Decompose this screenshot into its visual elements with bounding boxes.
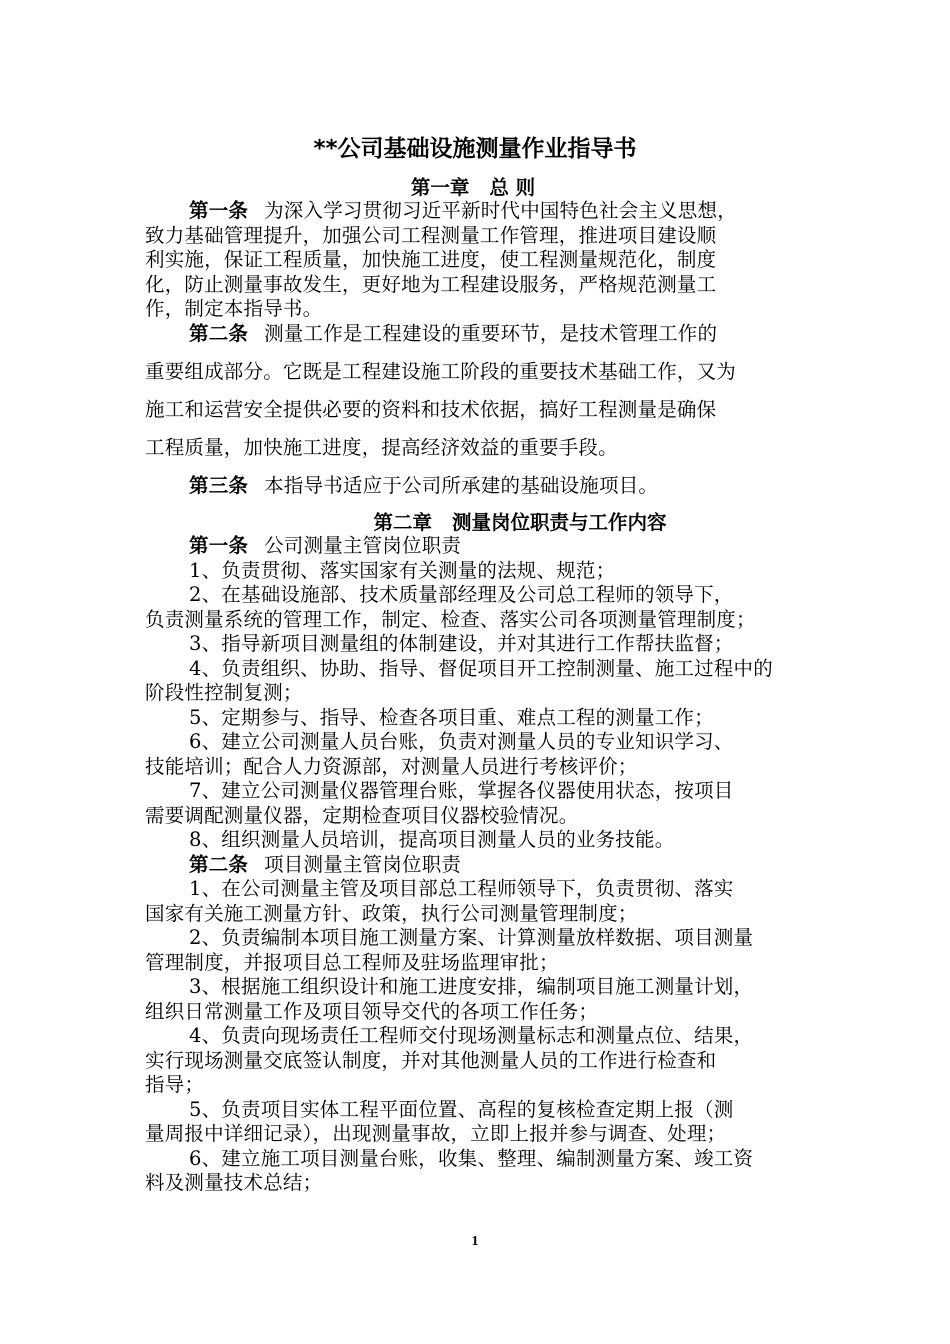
list-item: 4、负责组织、协助、指导、督促项目开工控制测量、施工过程中的 — [189, 656, 773, 680]
paragraph-line: 利实施，保证工程质量，加快施工进度，使工程测量规范化，制度 — [145, 248, 717, 271]
list-item-continued: 指导； — [145, 1073, 205, 1096]
article-heading: 第二条 项目测量主管岗位职责 — [189, 852, 462, 876]
article-heading: 第一条 公司测量主管岗位职责 — [189, 534, 462, 557]
chapter-1-article-1 — [145, 199, 810, 322]
chapter-1-title: 总 则 — [489, 176, 536, 199]
paragraph-line: 工程质量，加快施工进度，提高经济效益的重要手段。 — [145, 436, 618, 459]
article-label: 第二条 — [189, 322, 249, 345]
list-item: 1、负责贯彻、落实国家有关测量的法规、规范； — [189, 558, 616, 582]
list-item-continued: 实行现场测量交底签认制度，并对其他测量人员的工作进行检查和 — [145, 1048, 717, 1072]
list-item: 1、在公司测量主管及项目部总工程师领导下，负责贯彻、落实 — [189, 877, 734, 900]
list-item: 6、建立公司测量人员台账，负责对测量人员的专业知识学习、 — [189, 730, 734, 753]
list-item: 7、建立公司测量仪器管理台账，掌握各仪器使用状态，按项目 — [189, 779, 734, 802]
chapter-2-body — [145, 534, 810, 1196]
paragraph-line: 致力基础管理提升，加强公司工程测量工作管理，推进项目建设顺 — [145, 223, 717, 247]
list-item: 3、指导新项目测量组的体制建设，并对其进行工作帮扶监督； — [189, 632, 734, 655]
chapter-1-number: 第一章 — [410, 176, 470, 199]
list-item: 5、负责项目实体工程平面位置、高程的复核检查定期上报（测 — [189, 1097, 734, 1121]
article-label: 第二条 — [189, 852, 249, 876]
article-label: 第一条 — [189, 199, 249, 222]
list-item-continued: 阶段性控制复测； — [145, 681, 303, 704]
paragraph-line: 第三条 本指导书适应于公司所承建的基础设施项目。 — [189, 474, 659, 497]
paragraph-line: 作，制定本指导书。 — [145, 297, 323, 320]
paragraph-line: 化，防止测量事故发生，更好地为工程建设服务，严格规范测量工 — [145, 272, 717, 296]
chapter-1-article-2 — [145, 315, 810, 505]
list-item: 3、根据施工组织设计和施工进度安排，编制项目施工测量计划， — [189, 975, 754, 998]
chapter-2-title: 测量岗位职责与工作内容 — [452, 511, 667, 534]
list-item: 8、组织测量人员培训，提高项目测量人员的业务技能。 — [189, 828, 675, 851]
paragraph-line: 第二条 测量工作是工程建设的重要环节，是技术管理工作的 — [189, 322, 718, 345]
chapter-2-number: 第二章 — [373, 511, 432, 534]
list-item-continued: 负责测量系统的管理工作，制定、检查、落实公司各项测量管理制度； — [145, 607, 756, 631]
page-number: 1 — [471, 1234, 479, 1249]
list-item-continued: 国家有关施工测量方针、政策，执行公司测量管理制度； — [145, 901, 638, 925]
paragraph-line: 施工和运营安全提供必要的资料和技术依据，搞好工程测量是确保 — [145, 398, 717, 421]
article-label: 第一条 — [189, 534, 249, 557]
document-title: **公司基础设施测量作业指导书 — [313, 136, 637, 162]
chapter-1-heading — [0, 175, 948, 201]
article-label: 第三条 — [189, 474, 249, 497]
list-item: 5、定期参与、指导、检查各项目重、难点工程的测量工作； — [189, 705, 714, 729]
list-item-continued: 组织日常测量工作及项目领导交代的各项工作任务； — [145, 999, 599, 1023]
list-item-continued: 管理制度，并报项目总工程师及驻场监理审批； — [145, 950, 559, 974]
list-item: 4、负责向现场责任工程师交付现场测量标志和测量点位、结果， — [189, 1024, 754, 1047]
list-item-continued: 料及测量技术总结； — [145, 1171, 323, 1194]
list-item: 2、在基础设施部、技术质量部经理及公司总工程师的领导下， — [189, 583, 734, 606]
list-item-continued: 需要调配测量仪器，定期检查项目仪器校验情况。 — [145, 803, 579, 827]
list-item-continued: 技能培训；配合人力资源部，对测量人员进行考核评价； — [145, 754, 638, 778]
list-item-continued: 量周报中详细记录），出现测量事故，立即上报并参与调查、处理； — [145, 1122, 727, 1145]
paragraph-line: 第一条 为深入学习贯彻习近平新时代中国特色社会主义思想， — [189, 199, 737, 222]
list-item: 6、建立施工项目测量台账，收集、整理、编制测量方案、竣工资 — [189, 1146, 754, 1170]
paragraph-line: 重要组成部分。它既是工程建设施工阶段的重要技术基础工作，又为 — [145, 360, 737, 383]
chapter-2-heading — [45, 510, 950, 536]
list-item: 2、负责编制本项目施工测量方案、计算测量放样数据、项目测量 — [189, 926, 754, 949]
